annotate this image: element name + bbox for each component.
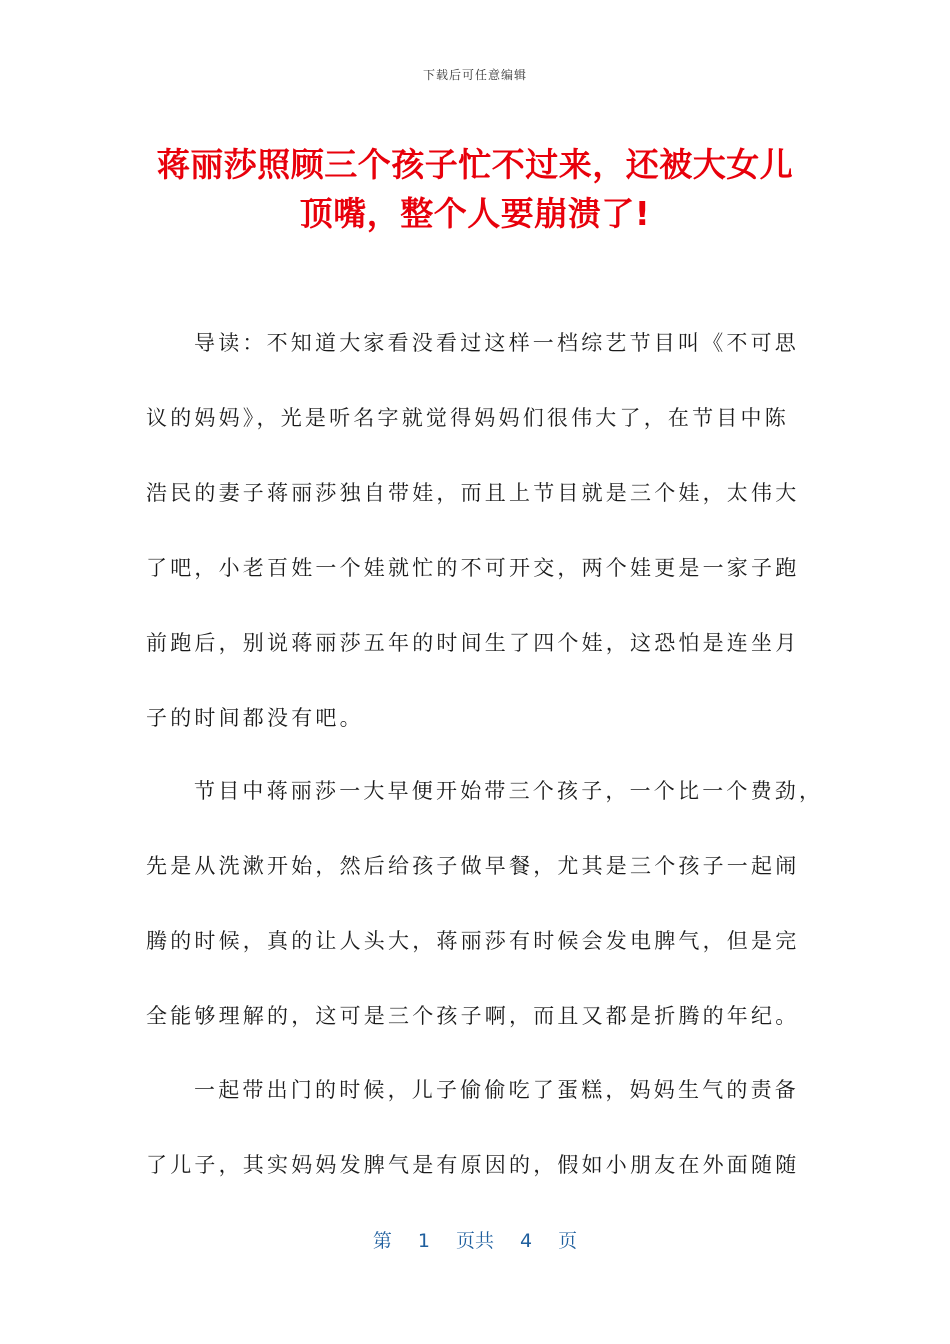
footer-suffix: 页 (558, 1230, 578, 1252)
paragraph-3-line-1: 一起带出门的时候，儿子偷偷吃了蛋糕，妈妈生气的责备 (194, 1078, 799, 1102)
paragraph-2-line-2: 先是从洗漱开始，然后给孩子做早餐，尤其是三个孩子一起闹 (146, 854, 800, 878)
paragraph-1-line-3: 浩民的妻子蒋丽莎独自带娃，而且上节目就是三个娃，太伟大 (146, 481, 800, 505)
footer-middle: 页共 (455, 1230, 494, 1252)
title-line-1: 蒋丽莎照顾三个孩子忙不过来，还被大女儿 (156, 145, 794, 184)
paragraph-3-line-2: 了儿子，其实妈妈发脾气是有原因的，假如小朋友在外面随随 (146, 1153, 800, 1177)
paragraph-1-line-4: 了吧，小老百姓一个娃就忙的不可开交，两个娃更是一家子跑 (146, 556, 800, 580)
paragraph-2-line-1: 节目中蒋丽莎一大早便开始带三个孩子，一个比一个费劲， (194, 779, 824, 803)
footer-total-pages: 4 (520, 1230, 533, 1252)
header-note: 下载后可任意编辑 (422, 68, 527, 82)
paragraph-1-line-6: 子的时间都没有吧。 (146, 706, 364, 730)
page-footer (0, 1226, 950, 1253)
title-line-2: 顶嘴，整个人要崩溃了! (299, 194, 651, 233)
paragraph-2-line-3: 腾的时候，真的让人头大，蒋丽莎有时候会发电脾气，但是完 (146, 929, 800, 953)
paragraph-1-line-5: 前跑后，别说蒋丽莎五年的时间生了四个娃，这恐怕是连坐月 (146, 631, 800, 655)
paragraph-2-line-4: 全能够理解的，这可是三个孩子啊，而且又都是折腾的年纪。 (146, 1004, 800, 1028)
paragraph-1-line-1: 导读：不知道大家看没看过这样一档综艺节目叫《不可思 (194, 331, 799, 355)
paragraph-1-line-2: 议的妈妈》，光是听名字就觉得妈妈们很伟大了，在节目中陈 (146, 406, 789, 430)
footer-page-number: 1 (417, 1230, 430, 1252)
document-title (100, 140, 850, 238)
footer-prefix: 第 (372, 1230, 392, 1252)
